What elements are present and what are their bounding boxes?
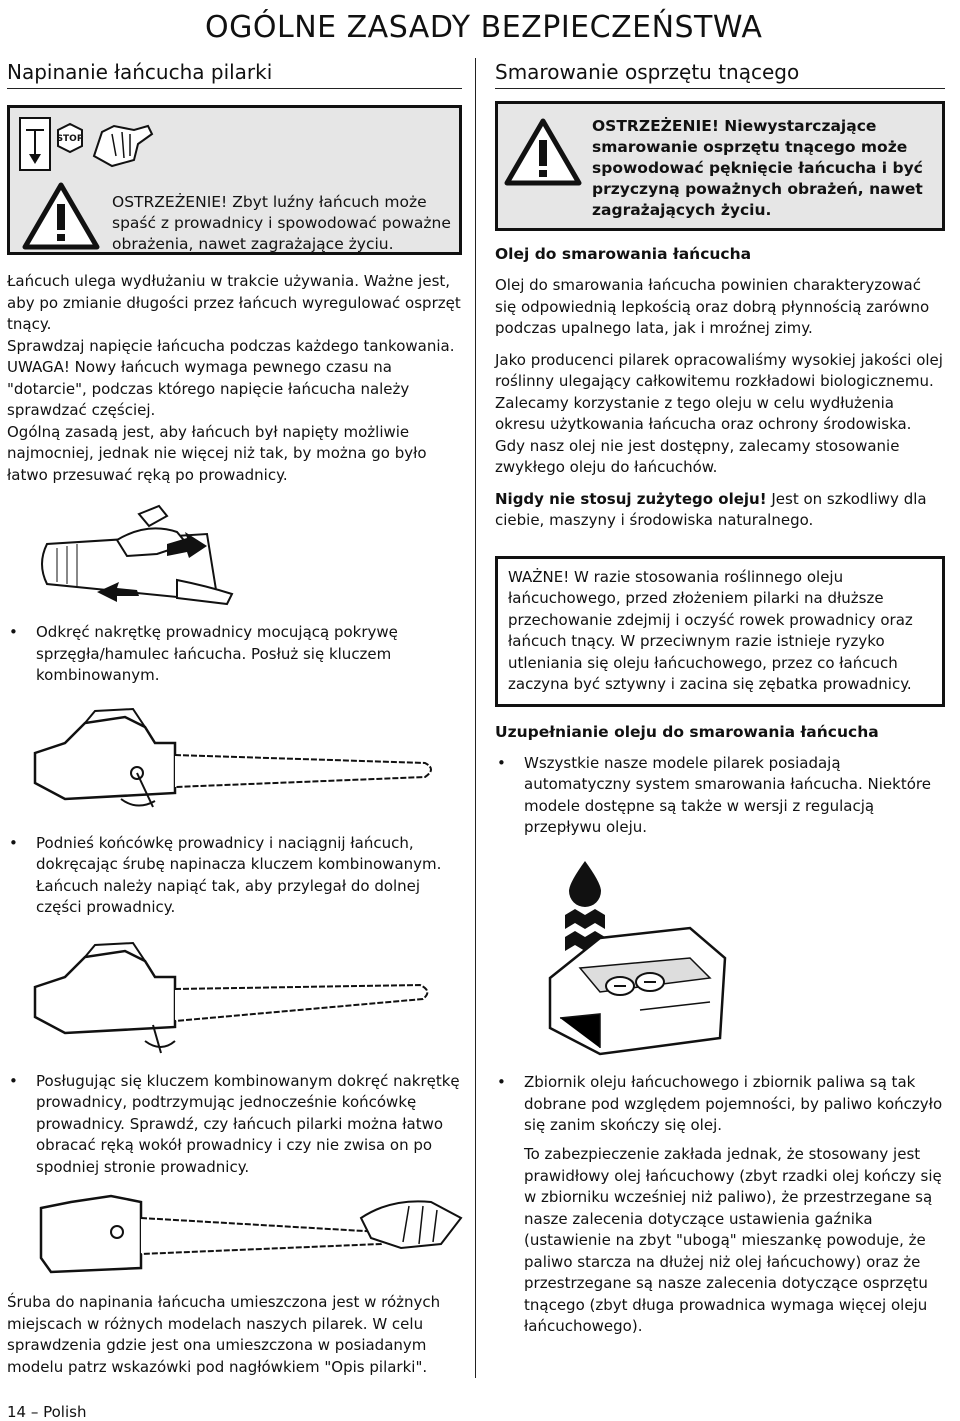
- bullet-tank-capacity: • Zbiornik oleju łańcuchowego i zbiornik paliwa są tak dobrane pod względem pojemności, by paliwo kończyło się zanim skończy się olej.: [495, 1072, 945, 1137]
- bullet-tighten-nut: • Posługując się kluczem kombinowanym dokręć nakrętkę prowadnicy, podtrzymując jednocześnie końcówkę prowadnicy. Sprawdź, czy łańcuch pilarki można łatwo obracać ręką wokół prowadnicy i czy nie zwisa on po spodniej stronie prowadnicy.: [7, 1071, 462, 1179]
- paragraph-never-used-oil: [495, 489, 945, 532]
- important-note-box: [495, 556, 945, 707]
- warning-triangle-icon: [22, 182, 100, 250]
- stop-label: STOP: [56, 134, 84, 144]
- subheading-oil-refill: Uzupełnianie oleju do smarowania łańcucha: [495, 722, 879, 741]
- saw-loosen-illustration: [25, 703, 445, 813]
- stop-switch-icon: [18, 116, 158, 176]
- warning-box-lubrication: [495, 101, 945, 231]
- saw-tension-illustration: [25, 937, 445, 1057]
- page-title: OGÓLNE ZASADY BEZPIECZEŃSTWA: [205, 10, 763, 45]
- paragraph-chain-elongation: Łańcuch ulega wydłużaniu w trakcie używania. Ważne jest, aby po zmianie długości przez łańcuch wyregulować osprzęt tnący.: [7, 272, 461, 333]
- paragraph-tensioner-location: Śruba do napinania łańcucha umieszczona jest w różnych miejscach w różnych modelach naszych pilarek. W celu sprawdzenia gdzie jest ona umieszczona w posiadanym modelu patrz wskazówki pod nagłówkiem "Opis pilarki".: [7, 1293, 441, 1376]
- section-heading-chain-tension: Napinanie łańcucha pilarki: [7, 60, 462, 89]
- page-footer: 14 – Polish: [7, 1403, 87, 1421]
- paragraph-oil-viscosity: Olej do smarowania łańcucha powinien charakteryzować się odpowiednią lepkością oraz dobrą płynnością zarówno podczas upalnego lata, jak i mroźnej zimy.: [495, 276, 930, 337]
- paragraph-safeguard-conditions: To zabezpieczenie zakłada jednak, że stosowany jest prawidłowy olej łańcuchowy (zbyt rzadki olej kończy się w zbiorniku wcześniej niż paliwo), że przestrzegane są nasze zalecenia dotyczące ustawienia gaźnika (ustawienie na zbyt "ubogą" mieszankę powoduje, że paliwo starcza na dłużej niż olej łańcuchowy) oraz że przestrzegane są nasze zalecenia dotyczące osprzętu tnącego (zbyt długa prowadnica wymaga więcej oleju łańcuchowego).: [524, 1145, 942, 1335]
- column-divider: [475, 58, 476, 1378]
- warning-triangle-icon: [504, 118, 582, 186]
- warning-text-chain: OSTRZEŻENIE! Zbyt luźny łańcuch może spaść z prowadnicy i spowodować poważne obrażenia, nawet zagrażające życiu.: [112, 193, 451, 253]
- paragraph-general-rule: Ogólną zasadą jest, aby łańcuch był napięty możliwie najmocniej, jednak nie więcej niż tak, by można go było łatwo przesuwać ręką po prowadnicy.: [7, 422, 427, 484]
- chain-hand-illustration: [27, 504, 467, 614]
- warning-text-lubrication: OSTRZEŻENIE! Niewystarczające smarowanie osprzętu tnącego może spowodować pęknięcie łańcucha i być przyczyną poważnych obrażeń, nawet zagrażających życiu.: [592, 117, 923, 219]
- left-column: [7, 60, 462, 1378]
- never-used-oil-rest: Jest on szkodliwy dla ciebie, maszyny i środowiska naturalnego.: [495, 489, 927, 529]
- never-used-oil-bold: Nigdy nie stosuj zużytego oleju!: [495, 489, 767, 508]
- warning-box-chain: [7, 105, 462, 255]
- right-column: [495, 60, 945, 1335]
- saw-check-illustration: [31, 1188, 471, 1278]
- important-note-text: WAŻNE! W razie stosowania roślinnego oleju łańcuchowego, przed złożeniem pilarki na dłuższe przechowanie zdejmij i oczyść rowek prowadnicy oraz łańcuch tnący. W przeciwnym razie istnieje ryzyko utleniania się oleju łańcuchowego, przez co łańcuch zaczyna być sztywny i zacina się zębatka prowadnicy.: [508, 567, 913, 693]
- bullet-lift-tip: • Podnieś końcówkę prowadnicy i naciągnij łańcuch, dokręcając śrubę napinacza kluczem kombinowanym. Łańcuch należy napiąć tak, aby przylegał do dolnej części prowadnicy.: [7, 833, 462, 919]
- paragraph-check-tension: Sprawdzaj napięcie łańcucha podczas każdego tankowania. UWAGA! Nowy łańcuch wymaga pewnego czasu na "dotarcie", podczas którego napięcie łańcucha należy sprawdzać częściej.: [7, 336, 455, 419]
- saw-tank-caps-illustration: [540, 918, 730, 1058]
- bullet-automatic-lubrication: • Wszystkie nasze modele pilarek posiadają automatyczny system smarowania łańcucha. Niektóre modele dostępne są także w wersji z regulacją przepływu oleju.: [495, 753, 945, 839]
- bullet-loosen-nut: • Odkręć nakrętkę prowadnicy mocującą pokrywę sprzęgła/hamulec łańcucha. Posłuż się kluczem kombinowanym.: [7, 622, 462, 687]
- paragraph-vegetable-oil: Jako producenci pilarek opracowaliśmy wysokiej jakości olej roślinny ulegający całkowitemu rozkładowi biologicznemu. Zalecamy korzystanie z tego oleju w celu wydłużenia okresu użytkowania łańcucha oraz ochrony środowiska. Gdy nasz olej nie jest dostępny, zalecamy stosowanie zwykłego oleju do łańcuchów.: [495, 350, 943, 476]
- subheading-chain-oil: Olej do smarowania łańcucha: [495, 245, 752, 263]
- section-heading-lubrication: Smarowanie osprzętu tnącego: [495, 60, 945, 89]
